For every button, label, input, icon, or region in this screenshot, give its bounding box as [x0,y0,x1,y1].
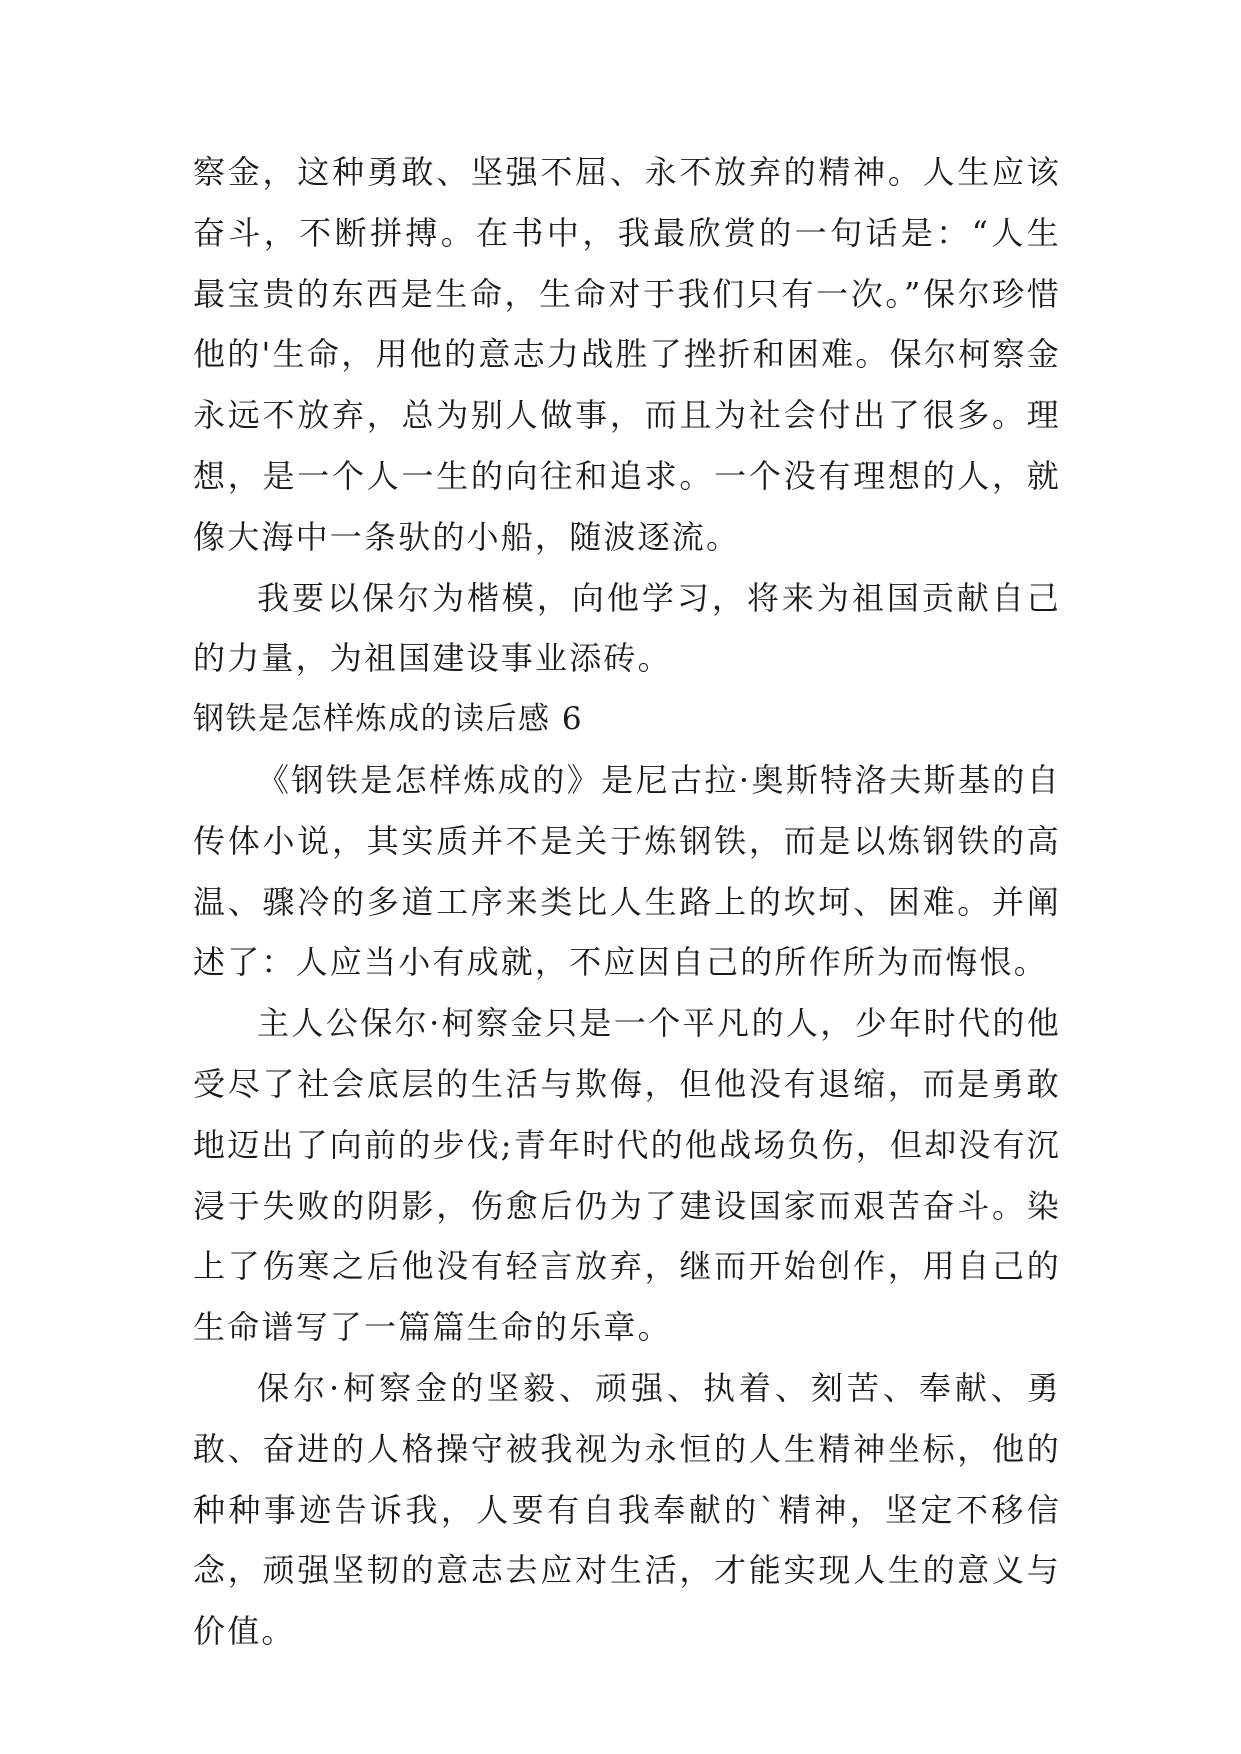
document-body [193,142,1061,1662]
paragraph-2: 我要以保尔为楷模，向他学习，将来为祖国贡献自己的力量，为祖国建设事业添砖。 [193,578,1061,678]
paragraph-4: 主人公保尔·柯察金只是一个平凡的人，少年时代的他受尽了社会底层的生活与欺侮，但他没有退缩，而是勇敢地迈出了向前的步伐;青年时代的他战场负伤，但却没有沉浸于失败的阴影，伤愈后仍为了建设国家而艰苦奋斗。染上了伤寒之后他没有轻言放弃，继而开始创作，用自己的生命谱写了一篇篇生命的乐章。 [193,1004,1061,1347]
paragraph-3: 《钢铁是怎样炼成的》是尼古拉·奥斯特洛夫斯基的自传体小说，其实质并不是关于炼钢铁，而是以炼钢铁的高温、骤冷的多道工序来类比人生路上的坎坷、困难。并阐述了：人应当小有成就，不应因自己的所作所为而悔恨。 [193,760,1061,982]
paragraph-1: 察金，这种勇敢、坚强不屈、永不放弃的精神。人生应该奋斗，不断拼搏。在书中，我最欣赏的一句话是：“人生最宝贵的东西是生命，生命对于我们只有一次。”保尔珍惜他的'生命，用他的意志力战胜了挫折和困难。保尔柯察金永远不放弃，总为别人做事，而且为社会付出了很多。理想，是一个人一生的向往和追求。一个没有理想的人，就像大海中一条驮的小船，随波逐流。 [193,153,1061,556]
section-heading: 钢铁是怎样炼成的读后感 6 [193,701,584,738]
paragraph-5: 保尔·柯察金的坚毅、顽强、执着、刻苦、奉献、勇敢、奋进的人格操守被我视为永恒的人生精神坐标，他的种种事迹告诉我，人要有自我奉献的`精神，坚定不移信念，顽强坚韧的意志去应对生活，才能实现人生的意义与价值。 [193,1368,1061,1651]
